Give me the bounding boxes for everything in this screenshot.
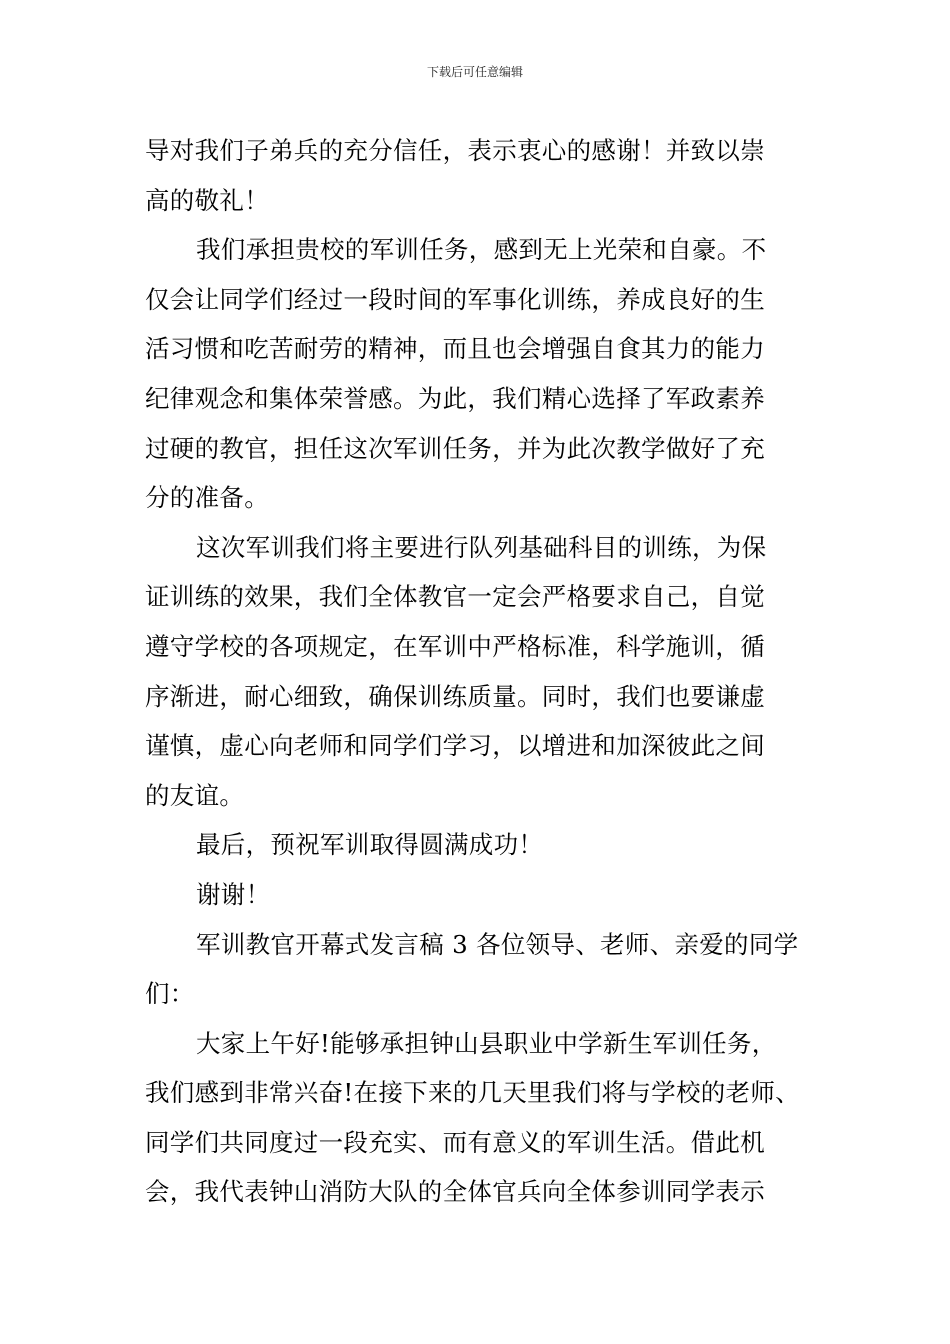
text-line: 分的准备。 bbox=[145, 483, 269, 513]
document-body bbox=[145, 126, 810, 1217]
text-line: 我们感到非常兴奋!在接下来的几天里我们将与学校的老师、 bbox=[145, 1078, 800, 1108]
page-header: 下载后可任意编辑 bbox=[426, 65, 523, 79]
text-line: 过硬的教官，担任这次军训任务，并为此次教学做好了充 bbox=[145, 433, 765, 463]
text-line: 谨慎，虚心向老师和同学们学习，以增进和加深彼此之间 bbox=[145, 731, 765, 761]
text-line: 军训教官开幕式发言稿 3 各位领导、老师、亲爱的同学 bbox=[196, 929, 799, 959]
text-line: 证训练的效果，我们全体教官一定会严格要求自己，自觉 bbox=[145, 582, 765, 612]
text-line: 会，我代表钟山消防大队的全体官兵向全体参训同学表示 bbox=[145, 1177, 765, 1207]
text-line: 仅会让同学们经过一段时间的军事化训练，养成良好的生 bbox=[145, 284, 765, 314]
text-line: 导对我们子弟兵的充分信任，表示衷心的感谢！并致以崇 bbox=[145, 136, 765, 165]
text-line: 纪律观念和集体荣誉感。为此，我们精心选择了军政素养 bbox=[145, 383, 765, 413]
text-line: 大家上午好!能够承担钟山县职业中学新生军训任务， bbox=[196, 1028, 777, 1058]
text-line: 这次军训我们将主要进行队列基础科目的训练，为保 bbox=[196, 532, 767, 562]
text-line: 最后，预祝军训取得圆满成功！ bbox=[196, 830, 544, 860]
text-line: 序渐进，耐心细致，确保训练质量。同时，我们也要谦虚 bbox=[145, 681, 765, 711]
text-line: 高的敬礼！ bbox=[145, 185, 269, 215]
text-line: 们： bbox=[145, 979, 195, 1009]
text-line: 的友谊。 bbox=[145, 780, 245, 810]
text-line: 活习惯和吃苦耐劳的精神，而且也会增强自食其力的能力 bbox=[145, 334, 765, 364]
text-line: 同学们共同度过一段充实、而有意义的军训生活。借此机 bbox=[145, 1127, 765, 1157]
text-line: 我们承担贵校的军训任务，感到无上光荣和自豪。不 bbox=[196, 235, 767, 265]
text-line: 谢谢！ bbox=[196, 879, 271, 909]
text-line: 遵守学校的各项规定，在军训中严格标准，科学施训，循 bbox=[145, 631, 765, 661]
